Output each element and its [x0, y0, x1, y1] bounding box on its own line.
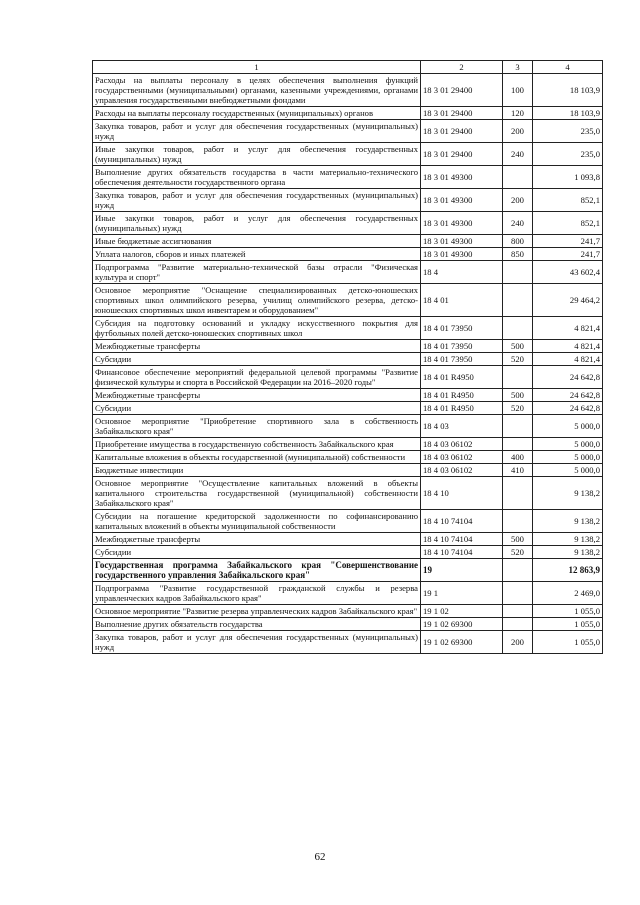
- row-type-cell: 100: [503, 74, 533, 107]
- row-type-cell: [503, 582, 533, 605]
- table-row: [93, 451, 603, 464]
- row-code-cell: 18 4: [421, 261, 503, 284]
- table-row: [93, 559, 603, 582]
- row-name-cell: Иные закупки товаров, работ и услуг для обеспечения государственных (муниципальных) нужд: [93, 143, 421, 166]
- row-name-cell: Межбюджетные трансферты: [93, 533, 421, 546]
- row-name-cell: Субсидии: [93, 353, 421, 366]
- row-code-cell: 18 4 10 74104: [421, 546, 503, 559]
- row-amount-cell: 5 000,0: [533, 438, 603, 451]
- budget-table: [92, 60, 603, 654]
- table-row: [93, 389, 603, 402]
- row-name-cell: Закупка товаров, работ и услуг для обеспечения государственных (муниципальных) нужд: [93, 120, 421, 143]
- row-amount-cell: 9 138,2: [533, 533, 603, 546]
- row-name-cell: Расходы на выплаты персоналу в целях обеспечения выполнения функций государственными (муниципальными) органами, казенными учреждениями, органами управления государственными внебюджетными фондами: [93, 74, 421, 107]
- row-amount-cell: 1 055,0: [533, 631, 603, 654]
- row-name-cell: Закупка товаров, работ и услуг для обеспечения государственных (муниципальных) нужд: [93, 631, 421, 654]
- table-row: [93, 107, 603, 120]
- row-name-cell: Капитальные вложения в объекты государственной (муниципальной) собственности: [93, 451, 421, 464]
- table-row: [93, 143, 603, 166]
- row-amount-cell: 18 103,9: [533, 74, 603, 107]
- row-code-cell: 18 4 01 R4950: [421, 389, 503, 402]
- row-name-cell: Основное мероприятие "Оснащение специализированных детско-юношеских спортивных школ олимпийского резерва, училищ олимпийского резерва, детско-юношеских спортивных школ инвентарем и оборудованием": [93, 284, 421, 317]
- table-row: [93, 261, 603, 284]
- row-amount-cell: 9 138,2: [533, 477, 603, 510]
- table-row: [93, 248, 603, 261]
- row-amount-cell: 241,7: [533, 235, 603, 248]
- row-code-cell: 18 4 10 74104: [421, 533, 503, 546]
- table-row: [93, 533, 603, 546]
- table-row: [93, 631, 603, 654]
- row-code-cell: 19 1 02 69300: [421, 631, 503, 654]
- column-header-type: 3: [503, 61, 533, 74]
- row-code-cell: 18 3 01 49300: [421, 166, 503, 189]
- row-code-cell: 18 4 10: [421, 477, 503, 510]
- row-name-cell: Основное мероприятие "Осуществление капитальных вложений в объекты капитального строительства государственной (муниципальной) собственности Забайкальского края": [93, 477, 421, 510]
- row-type-cell: [503, 510, 533, 533]
- table-row: [93, 340, 603, 353]
- row-type-cell: 500: [503, 389, 533, 402]
- row-amount-cell: 4 821,4: [533, 317, 603, 340]
- row-name-cell: Выполнение других обязательств государства в части материально-технического обеспечения деятельности государственного органа: [93, 166, 421, 189]
- table-row: [93, 464, 603, 477]
- table-row: [93, 402, 603, 415]
- row-code-cell: 19 1 02: [421, 605, 503, 618]
- row-name-cell: Межбюджетные трансферты: [93, 340, 421, 353]
- table-header: [93, 61, 603, 74]
- row-code-cell: 18 4 03: [421, 415, 503, 438]
- row-code-cell: 19 1: [421, 582, 503, 605]
- row-code-cell: 18 4 01: [421, 284, 503, 317]
- row-amount-cell: 5 000,0: [533, 451, 603, 464]
- row-name-cell: Уплата налогов, сборов и иных платежей: [93, 248, 421, 261]
- row-amount-cell: 235,0: [533, 143, 603, 166]
- row-amount-cell: 43 602,4: [533, 261, 603, 284]
- row-type-cell: 200: [503, 120, 533, 143]
- column-header-amount: 4: [533, 61, 603, 74]
- row-name-cell: Субсидии на погашение кредиторской задолженности по софинансированию капитальных вложений в объекты муниципальной собственности: [93, 510, 421, 533]
- table-row: [93, 605, 603, 618]
- row-code-cell: 18 4 01 R4950: [421, 366, 503, 389]
- row-code-cell: 18 4 01 R4950: [421, 402, 503, 415]
- table-row: [93, 438, 603, 451]
- row-amount-cell: 1 055,0: [533, 605, 603, 618]
- row-type-cell: [503, 559, 533, 582]
- table-row: [93, 120, 603, 143]
- table-row: [93, 189, 603, 212]
- row-amount-cell: 29 464,2: [533, 284, 603, 317]
- row-type-cell: 240: [503, 143, 533, 166]
- row-type-cell: [503, 261, 533, 284]
- row-name-cell: Закупка товаров, работ и услуг для обеспечения государственных (муниципальных) нужд: [93, 189, 421, 212]
- row-amount-cell: 852,1: [533, 189, 603, 212]
- table-row: [93, 212, 603, 235]
- row-code-cell: 18 4 01 73950: [421, 353, 503, 366]
- row-name-cell: Государственная программа Забайкальского края "Совершенствование государственного управления Забайкальского края": [93, 559, 421, 582]
- row-code-cell: 18 3 01 49300: [421, 248, 503, 261]
- row-type-cell: 200: [503, 189, 533, 212]
- row-type-cell: 800: [503, 235, 533, 248]
- row-amount-cell: 852,1: [533, 212, 603, 235]
- row-name-cell: Расходы на выплаты персоналу государственных (муниципальных) органов: [93, 107, 421, 120]
- row-type-cell: 200: [503, 631, 533, 654]
- table-row: [93, 415, 603, 438]
- row-name-cell: Субсидии: [93, 402, 421, 415]
- row-type-cell: [503, 317, 533, 340]
- row-name-cell: Бюджетные инвестиции: [93, 464, 421, 477]
- row-amount-cell: 5 000,0: [533, 464, 603, 477]
- row-code-cell: 18 3 01 29400: [421, 120, 503, 143]
- table-row: [93, 510, 603, 533]
- row-code-cell: 18 4 03 06102: [421, 451, 503, 464]
- row-amount-cell: 1 055,0: [533, 618, 603, 631]
- row-name-cell: Иные бюджетные ассигнования: [93, 235, 421, 248]
- row-amount-cell: 18 103,9: [533, 107, 603, 120]
- row-name-cell: Межбюджетные трансферты: [93, 389, 421, 402]
- row-name-cell: Выполнение других обязательств государства: [93, 618, 421, 631]
- row-type-cell: [503, 605, 533, 618]
- row-code-cell: 18 4 01 73950: [421, 340, 503, 353]
- row-amount-cell: 9 138,2: [533, 510, 603, 533]
- row-name-cell: Подпрограмма "Развитие государственной гражданской службы и резерва управленческих кадров Забайкальского края": [93, 582, 421, 605]
- row-name-cell: Основное мероприятие "Приобретение спортивного зала в собственность Забайкальского края": [93, 415, 421, 438]
- row-code-cell: 18 3 01 29400: [421, 107, 503, 120]
- row-name-cell: Подпрограмма "Развитие материально-технической базы отрасли "Физическая культура и спорт": [93, 261, 421, 284]
- row-code-cell: 19: [421, 559, 503, 582]
- row-amount-cell: 2 469,0: [533, 582, 603, 605]
- row-code-cell: 18 3 01 49300: [421, 235, 503, 248]
- row-amount-cell: 9 138,2: [533, 546, 603, 559]
- row-type-cell: 520: [503, 353, 533, 366]
- header-row: [93, 61, 603, 74]
- row-type-cell: 500: [503, 340, 533, 353]
- row-code-cell: 18 3 01 49300: [421, 189, 503, 212]
- row-amount-cell: 24 642,8: [533, 389, 603, 402]
- table-row: [93, 284, 603, 317]
- row-type-cell: 400: [503, 451, 533, 464]
- page-number: 62: [314, 851, 326, 863]
- row-amount-cell: 24 642,8: [533, 402, 603, 415]
- column-header-code: 2: [421, 61, 503, 74]
- row-type-cell: 500: [503, 533, 533, 546]
- table-row: [93, 546, 603, 559]
- row-name-cell: Иные закупки товаров, работ и услуг для обеспечения государственных (муниципальных) нужд: [93, 212, 421, 235]
- row-amount-cell: 241,7: [533, 248, 603, 261]
- row-type-cell: [503, 438, 533, 451]
- row-amount-cell: 12 863,9: [533, 559, 603, 582]
- table-row: [93, 582, 603, 605]
- row-code-cell: 18 3 01 29400: [421, 143, 503, 166]
- row-amount-cell: 5 000,0: [533, 415, 603, 438]
- row-type-cell: [503, 366, 533, 389]
- row-code-cell: 18 3 01 29400: [421, 74, 503, 107]
- row-type-cell: [503, 618, 533, 631]
- row-code-cell: 18 4 03 06102: [421, 464, 503, 477]
- table-row: [93, 235, 603, 248]
- row-code-cell: 18 4 01 73950: [421, 317, 503, 340]
- row-amount-cell: 235,0: [533, 120, 603, 143]
- row-code-cell: 18 3 01 49300: [421, 212, 503, 235]
- row-name-cell: Субсидия на подготовку оснований и укладку искусственного покрытия для футбольных полей детско-юношеских спортивных школ: [93, 317, 421, 340]
- row-type-cell: [503, 477, 533, 510]
- table-row: [93, 618, 603, 631]
- row-type-cell: 240: [503, 212, 533, 235]
- table-row: [93, 166, 603, 189]
- row-name-cell: Приобретение имущества в государственную собственность Забайкальского края: [93, 438, 421, 451]
- row-type-cell: 520: [503, 546, 533, 559]
- table-body: [93, 74, 603, 654]
- row-type-cell: [503, 166, 533, 189]
- table-row: [93, 353, 603, 366]
- row-type-cell: [503, 284, 533, 317]
- row-name-cell: Основное мероприятие "Развитие резерва управленческих кадров Забайкальского края": [93, 605, 421, 618]
- table-row: [93, 477, 603, 510]
- row-type-cell: 410: [503, 464, 533, 477]
- column-header-name: 1: [93, 61, 421, 74]
- row-type-cell: 850: [503, 248, 533, 261]
- row-amount-cell: 1 093,8: [533, 166, 603, 189]
- row-type-cell: 520: [503, 402, 533, 415]
- row-code-cell: 18 4 10 74104: [421, 510, 503, 533]
- row-name-cell: Финансовое обеспечение мероприятий федеральной целевой программы "Развитие физической культуры и спорта в Российской Федерации на 2016–2020 годы": [93, 366, 421, 389]
- table-row: [93, 317, 603, 340]
- table-row: [93, 366, 603, 389]
- row-name-cell: Субсидии: [93, 546, 421, 559]
- row-code-cell: 19 1 02 69300: [421, 618, 503, 631]
- row-amount-cell: 4 821,4: [533, 340, 603, 353]
- row-amount-cell: 4 821,4: [533, 353, 603, 366]
- table-row: [93, 74, 603, 107]
- row-code-cell: 18 4 03 06102: [421, 438, 503, 451]
- row-type-cell: [503, 415, 533, 438]
- row-type-cell: 120: [503, 107, 533, 120]
- row-amount-cell: 24 642,8: [533, 366, 603, 389]
